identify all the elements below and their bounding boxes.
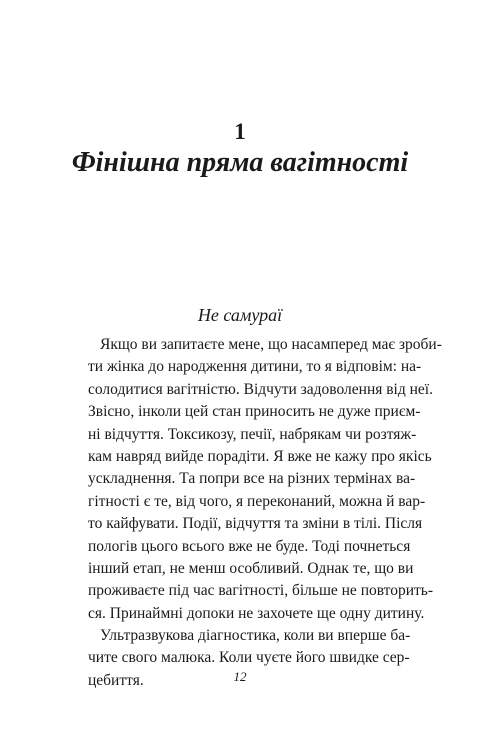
text-line: проживаєте під час вагітності, більше не повторить- [88,582,434,600]
section-title: Не самураї [197,305,283,325]
text-line: солодитися вагітністю. Відчути задоволення від неї. [88,380,433,398]
text-line: ускладнення. Та попри все на різних термінах ва- [88,470,416,488]
text-line: пологів цього всього вже не буде. Тоді почнеться [88,537,411,555]
text-line: то кайфувати. Події, відчуття та зміни в тілі. Після [88,515,423,533]
text-line: ти жінка до народження дитини, то я відповім: на- [88,358,422,376]
page-number: 12 [233,669,247,684]
body-text [88,334,442,692]
text-line: інший етап, не менш особливий. Однак те, що ви [88,559,414,577]
chapter-title: Фінішна пряма вагітності [71,147,409,178]
text-line: Звісно, інколи цей стан приносить не дуже приєм- [88,403,421,421]
chapter-number: 1 [234,119,246,144]
text-line: гітності є те, від чого, я переконаний, можна й вар- [88,492,426,510]
text-line: ся. Принаймні допоки не захочете ще одну дитину. [88,604,425,622]
text-line: чите свого малюка. Коли чуєте його швидке сер- [88,649,410,667]
text-line: Якщо ви запитаєте мене, що насамперед має зроби- [100,336,442,353]
text-line: кам навряд вийде порадіти. Я вже не кажу про якісь [88,447,432,465]
text-line: Ультразвукова діагностика, коли ви вперше ба- [100,627,411,645]
text-line: ні відчуття. Токсикозу, печії, набрякам чи розтяж- [88,425,417,443]
text-line: цебиття. [88,671,144,689]
